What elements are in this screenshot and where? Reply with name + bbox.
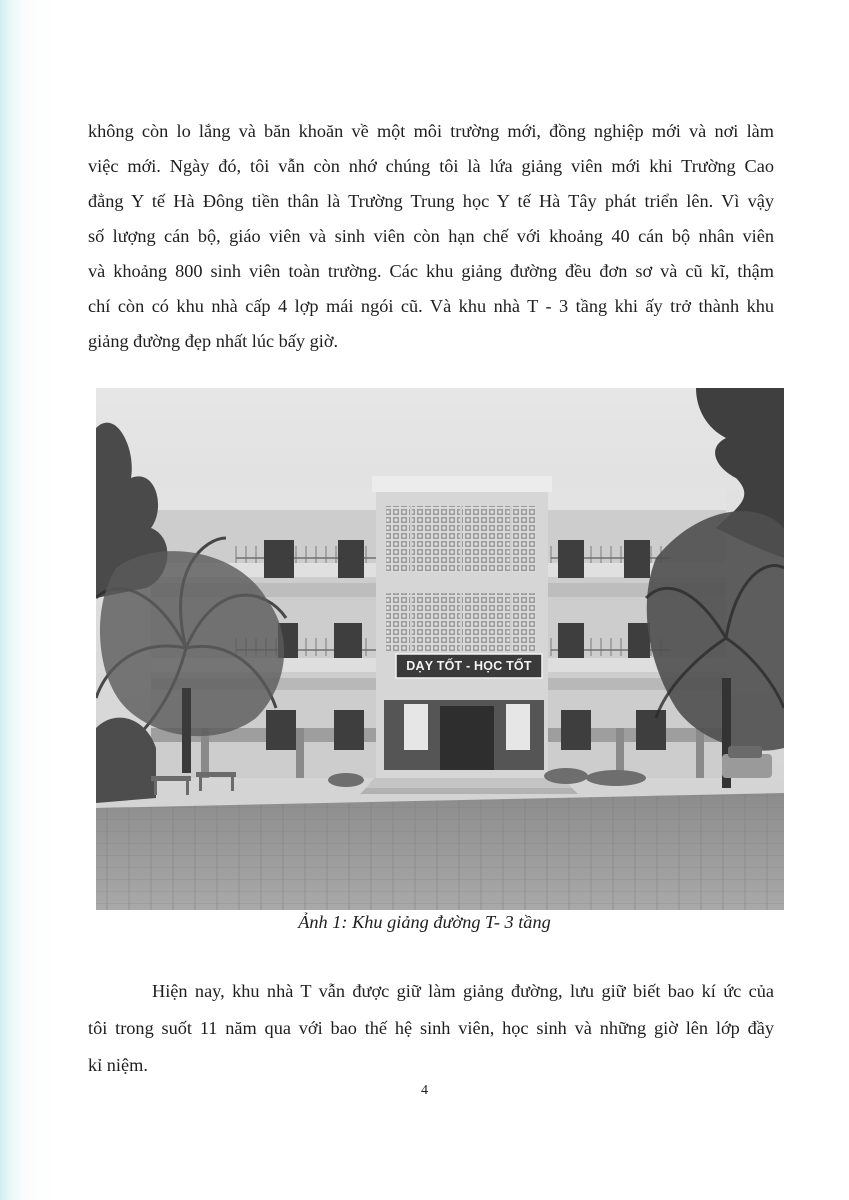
paragraph-top: [88, 114, 774, 359]
text-line: đẳng Y tế Hà Đông tiền thân là Trường Trung học Y tế Hà Tây phát triển lên. Vì vậy: [88, 191, 774, 211]
text-line: Hiện nay, khu nhà T vẫn được giữ làm giảng đường, lưu giữ biết bao kí ức của: [152, 981, 774, 1001]
text-line: không còn lo lắng và băn khoăn về một môi trường mới, đồng nghiệp mới và nơi làm: [88, 121, 774, 141]
paragraph-bottom: [88, 973, 774, 1084]
building-photo-illustration: [96, 388, 784, 910]
text-line: giảng đường đẹp nhất lúc bấy giờ.: [88, 331, 339, 351]
banner-text: DẠY TỐT - HỌC TỐT: [406, 659, 532, 673]
building-photo: [96, 388, 784, 910]
text-line: kỉ niệm.: [88, 1055, 148, 1075]
text-line: tôi trong suốt 11 năm qua với bao thế hệ sinh viên, học sinh và những giờ lên lớp đầy: [88, 1018, 774, 1038]
text-line: chí còn có khu nhà cấp 4 lợp mái ngói cũ. Và khu nhà T - 3 tầng khi ấy trở thành khu: [88, 296, 774, 316]
photo-caption: Ảnh 1: Khu giảng đường T- 3 tầng: [298, 912, 551, 932]
text-line: số lượng cán bộ, giáo viên và sinh viên còn hạn chế với khoảng 40 cán bộ nhân viên: [88, 226, 774, 246]
text-line: việc mới. Ngày đó, tôi vẫn còn nhớ chúng tôi là lứa giảng viên mới khi Trường Cao: [88, 156, 774, 176]
page-number: 4: [421, 1083, 428, 1098]
text-line: và khoảng 800 sinh viên toàn trường. Các khu giảng đường đều đơn sơ và cũ kĩ, thậm: [88, 261, 774, 281]
